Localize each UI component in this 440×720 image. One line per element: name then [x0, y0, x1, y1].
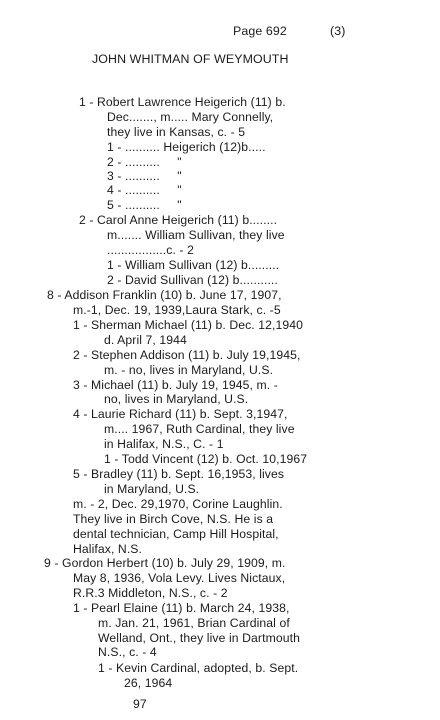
entry-line: no, lives in Maryland, U.S. — [104, 392, 249, 406]
entry-line: Dec......., m..... Mary Connelly, — [107, 110, 274, 124]
entry-line: 8 - Addison Franklin (10) b. June 17, 1907, — [47, 288, 282, 302]
entry-line: 3 - .......... " — [107, 169, 182, 183]
entry-line: 2 - David Sullivan (12) b........... — [107, 273, 278, 287]
entry-line: N.S., c. - 4 — [98, 645, 157, 659]
entry-line: m. - no, lives in Maryland, U.S. — [104, 363, 274, 377]
entry-line: 2 - Stephen Addison (11) b. July 19,1945, — [73, 348, 301, 362]
entry-line: m. Jan. 21, 1961, Brian Cardinal of — [98, 616, 290, 630]
entry-line: 2 - Carol Anne Heigerich (11) b........ — [79, 213, 278, 227]
page-number: 97 — [133, 697, 147, 711]
entry-line: dental technician, Camp Hill Hospital, — [73, 527, 279, 541]
entry-line: 4 - Laurie Richard (11) b. Sept. 3,1947, — [73, 407, 288, 421]
entry-line: .................c. - 2 — [107, 243, 194, 257]
entry-line: m. - 2, Dec. 29,1970, Corine Laughlin. — [73, 497, 283, 511]
entry-line: R.R.3 Middleton, N.S., c. - 2 — [73, 586, 228, 600]
entry-line: 1 - Sherman Michael (11) b. Dec. 12,1940 — [73, 318, 304, 332]
entry-line: m....... William Sullivan, they live — [107, 228, 285, 242]
entry-line: May 8, 1936, Vola Levy. Lives Nictaux, — [73, 571, 286, 585]
entry-line: 1 - .......... Heigerich (12)b..... — [107, 140, 266, 154]
entry-line: 1 - Robert Lawrence Heigerich (11) b. — [79, 95, 286, 109]
page-label: Page 692 — [233, 24, 287, 38]
entry-line: they live in Kansas, c. - 5 — [107, 125, 246, 139]
entry-line: 2 - .......... " — [107, 155, 182, 169]
entry-line: in Halifax, N.S., C. - 1 — [104, 437, 224, 451]
entry-line: m.-1, Dec. 19, 1939,Laura Stark, c. -5 — [73, 303, 281, 317]
entry-line: 26, 1964 — [124, 676, 173, 690]
entry-line: They live in Birch Cove, N.S. He is a — [73, 512, 274, 526]
entry-line: 9 - Gordon Herbert (10) b. July 29, 1909, m. — [44, 556, 286, 570]
entry-line: Halifax, N.S. — [73, 542, 143, 556]
entry-line: 1 - Pearl Elaine (11) b. March 24, 1938, — [73, 601, 290, 615]
entry-line: 1 - William Sullivan (12) b......... — [107, 258, 280, 272]
entry-line: Welland, Ont., they live in Dartmouth — [98, 631, 300, 645]
section-marker: (3) — [330, 24, 346, 38]
entry-line: 1 - Kevin Cardinal, adopted, b. Sept. — [98, 661, 299, 675]
entry-line: 4 - .......... " — [107, 183, 182, 197]
entry-line: 3 - Michael (11) b. July 19, 1945, m. - — [73, 378, 278, 392]
document-title: JOHN WHITMAN OF WEYMOUTH — [92, 52, 289, 66]
entry-line: m.... 1967, Ruth Cardinal, they live — [104, 422, 295, 436]
entry-line: in Maryland, U.S. — [104, 482, 200, 496]
entry-line: 5 - Bradley (11) b. Sept. 16,1953, lives — [73, 467, 285, 481]
entry-line: 5 - .......... " — [107, 198, 182, 212]
entry-line: 1 - Todd Vincent (12) b. Oct. 10,1967 — [104, 452, 308, 466]
entry-line: d. April 7, 1944 — [104, 333, 187, 347]
